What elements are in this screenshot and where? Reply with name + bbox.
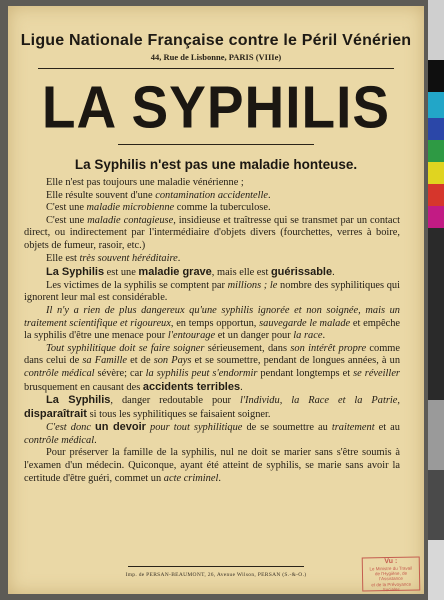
color-swatch bbox=[428, 118, 444, 140]
header-rule-top bbox=[38, 68, 394, 69]
paragraph: Les victimes de la syphilis se comptent par millions ; le nombre des syphilitiques qui ignorent leur mal est considérable. bbox=[24, 279, 400, 304]
paragraph: Elle n'est pas toujours une maladie vénérienne ; bbox=[46, 177, 244, 188]
poster-subtitle: La Syphilis n'est pas une maladie honteuse. bbox=[74, 157, 358, 172]
color-swatch bbox=[428, 0, 444, 60]
color-swatch bbox=[428, 540, 444, 600]
paragraph: C'est une maladie microbienne comme la tuberculose. bbox=[46, 202, 271, 214]
paragraph: C'est donc un devoir pour tout syphilitique de se soumettre au traitement et au contrôle médical. bbox=[24, 421, 400, 446]
paragraph: La Syphilis, danger redoutable pour l'Individu, la Race et la Patrie, disparaîtrait si tous les syphilitiques se faisaient soigner. bbox=[24, 394, 400, 420]
paragraph: Pour préserver la famille de la syphilis, nul ne doit se marier sans s'être soumis à l'examen d'un médecin. Quiconque, ayant été atteint de syphilis, se marie sans avoir la certitude d'être guéri, commet un acte criminel. bbox=[24, 447, 400, 484]
color-swatch bbox=[428, 92, 444, 118]
color-swatch bbox=[428, 162, 444, 184]
printer-imprint: Imp. de PERSAN-BEAUMONT, 26, Avenue Wilson, PERSAN (S.-&-O.) bbox=[125, 572, 307, 578]
footer-rule bbox=[128, 566, 304, 567]
organization-address: 44, Rue de Lisbonne, PARIS (VIIIe) bbox=[150, 52, 282, 62]
title-rule bbox=[118, 144, 314, 145]
color-swatch bbox=[428, 228, 444, 400]
color-swatch bbox=[428, 140, 444, 162]
paragraph: Elle résulte souvent d'une contamination accidentelle. bbox=[46, 189, 271, 201]
approval-stamp: Vu : Le Ministre du Travail de l'Hygiène, de l'Assistance et de la Prévoyance Sociales bbox=[362, 556, 421, 591]
paragraph: Tout syphilitique doit se faire soigner sérieusement, dans son intérêt propre comme dans celui de sa Famille et de son Pays et se soumettre, pendant de longues années, à un contrôle médical sévère; car la syphilis peut s'endormir pendant longtemps et se réveiller brusquement en causant des accidents terribles. bbox=[24, 342, 401, 393]
paragraph: Il n'y a rien de plus dangereux qu'une syphilis ignorée et non soignée, mais un traitement scientifique et rigoureux, en temps opportun, sauvegarde le malade et empêche la syphilis d'être une menace pour l'entourage et un danger pour la race. bbox=[24, 304, 401, 342]
color-swatch bbox=[428, 184, 444, 206]
paragraph: Elle est très souvent héréditaire. bbox=[46, 252, 181, 264]
poster-title: LA SYPHILIS bbox=[41, 73, 391, 141]
color-swatch bbox=[428, 470, 444, 540]
color-swatch bbox=[428, 400, 444, 470]
paragraph: La Syphilis est une maladie grave, mais elle est guérissable. bbox=[46, 266, 335, 279]
color-swatch bbox=[428, 206, 444, 228]
poster-body bbox=[24, 177, 400, 485]
color-swatch bbox=[428, 60, 444, 92]
organization-name: Ligue Nationale Française contre le Péril Vénérien bbox=[20, 32, 412, 49]
paragraph: C'est une maladie contagieuse, insidieuse et traîtresse qui se transmet par un contact direct, ou indirectement par l'intermédiaire d'objets divers (fourchettes, verres à boire, objets de fumeur, rasoir, etc.) bbox=[24, 214, 401, 251]
poster bbox=[8, 6, 424, 594]
